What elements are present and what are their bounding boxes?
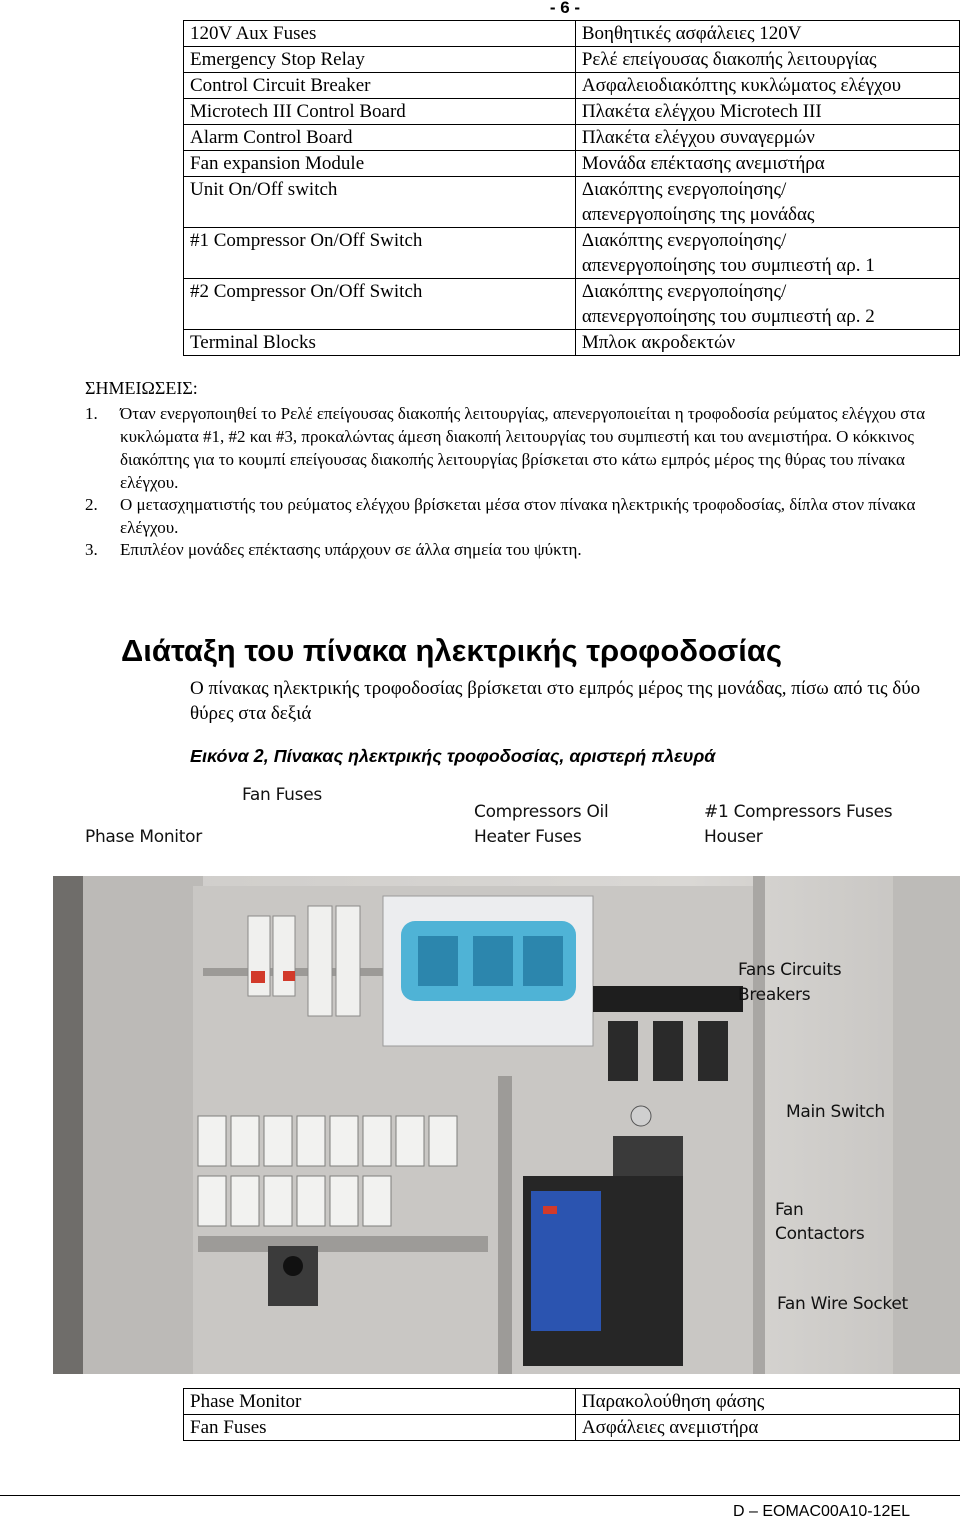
- terms-table-top: [183, 20, 960, 356]
- term-greek: [575, 330, 959, 356]
- label-breakers: Breakers: [738, 985, 811, 1005]
- terms-table-bottom: [183, 1388, 960, 1441]
- table-row: [184, 228, 960, 279]
- term-greek-line: απενεργοποίησης του συμπιεστή αρ. 1: [581, 255, 875, 276]
- term-greek: [575, 177, 959, 228]
- label-phase-monitor: Phase Monitor: [85, 827, 202, 847]
- table-row: [184, 330, 960, 356]
- label-heater-fuses: Heater Fuses: [474, 827, 582, 847]
- term-greek-line: Βοηθητικές ασφάλειες 120V: [581, 23, 802, 44]
- term-greek: [575, 125, 959, 151]
- term-english: Phase Monitor: [184, 1389, 576, 1415]
- note-number: 2.: [85, 495, 98, 514]
- term-greek: [575, 228, 959, 279]
- footer-doc-code: D – EOMAC00A10-12EL: [733, 1503, 910, 1520]
- table-row: [184, 125, 960, 151]
- term-greek: [575, 1389, 959, 1415]
- label-fan-wire-socket: Fan Wire Socket: [777, 1294, 908, 1314]
- table-row: [184, 151, 960, 177]
- table-row: [184, 47, 960, 73]
- term-english: Unit On/Off switch: [184, 177, 576, 228]
- term-greek: [575, 279, 959, 330]
- note-3: [85, 538, 945, 561]
- term-greek: [575, 47, 959, 73]
- term-greek-line: Διακόπτης ενεργοποίησης/: [581, 230, 787, 251]
- label-fans-circuits: Fans Circuits: [738, 960, 842, 980]
- electrical-panel-photo: [53, 876, 960, 1374]
- term-english: Fan expansion Module: [184, 151, 576, 177]
- term-greek-line: Παρακολούθηση φάσης: [581, 1391, 765, 1412]
- note-text: Όταν ενεργοποιηθεί το Ρελέ επείγουσας διακοπής λειτουργίας, απενεργοποιείται η τροφοδοσία ρεύματος ελέγχου στα κυκλώματα #1, #2 και #3, προκαλώντας άμεση διακοπή λειτουργίας του συμπιεστή και του ανεμιστήρα. Ο κόκκινος διακόπτης για το κουμπί επείγουσας διακοπής λειτουργίας βρίσκεται στο κάτω εμπρός μέρος της θύρας του πίνακα ελέγχου.: [120, 404, 926, 492]
- note-text: Ο μετασχηματιστής του ρεύματος ελέγχου βρίσκεται μέσα στον πίνακα ηλεκτρικής τροφοδοσίας, δίπλα στον πίνακα ελέγχου.: [120, 495, 916, 537]
- table-row: [184, 1389, 960, 1415]
- note-number: 3.: [85, 540, 98, 559]
- term-english: Microtech III Control Board: [184, 99, 576, 125]
- term-greek-line: απενεργοποίησης του συμπιεστή αρ. 2: [581, 306, 875, 327]
- term-greek-line: Πλακέτα ελέγχου Microtech III: [581, 101, 822, 122]
- term-greek-line: Πλακέτα ελέγχου συναγερμών: [581, 127, 815, 148]
- term-english: 120V Aux Fuses: [184, 21, 576, 47]
- term-greek-line: Μονάδα επέκτασης ανεμιστήρα: [581, 153, 825, 174]
- label-houser: Houser: [704, 827, 763, 847]
- section-title: Διάταξη του πίνακα ηλεκτρικής τροφοδοσίας: [121, 633, 783, 668]
- term-english: Alarm Control Board: [184, 125, 576, 151]
- label-fan-fuses: Fan Fuses: [242, 785, 322, 805]
- table-row: [184, 279, 960, 330]
- note-number: 1.: [85, 404, 98, 423]
- label-compressors-oil: Compressors Oil: [474, 802, 609, 822]
- note-2: [85, 493, 945, 539]
- term-english: #1 Compressor On/Off Switch: [184, 228, 576, 279]
- term-greek: [575, 21, 959, 47]
- section-paragraph: Ο πίνακας ηλεκτρικής τροφοδοσίας βρίσκεται στο εμπρός μέρος της μονάδας, πίσω από τις δύο θύρες στα δεξιά: [190, 678, 921, 724]
- label-contactors: Contactors: [775, 1224, 865, 1244]
- table-row: [184, 21, 960, 47]
- label-main-switch: Main Switch: [786, 1102, 885, 1122]
- term-greek-line: Μπλοκ ακροδεκτών: [581, 332, 736, 353]
- term-greek-line: απενεργοποίησης της μονάδας: [581, 204, 815, 225]
- footer-rule: [0, 1495, 960, 1496]
- term-greek-line: Ρελέ επείγουσας διακοπής λειτουργίας: [581, 49, 877, 70]
- label-compressor1-fuses: #1 Compressors Fuses: [704, 802, 893, 822]
- term-english: Terminal Blocks: [184, 330, 576, 356]
- note-1: [85, 402, 945, 494]
- term-english: Fan Fuses: [184, 1415, 576, 1441]
- term-english: Control Circuit Breaker: [184, 73, 576, 99]
- label-fan: Fan: [775, 1200, 804, 1220]
- table-row: [184, 177, 960, 228]
- figure-caption: Εικόνα 2, Πίνακας ηλεκτρικής τροφοδοσίας, αριστερή πλευρά: [190, 746, 716, 766]
- term-greek: [575, 73, 959, 99]
- note-text: Επιπλέον μονάδες επέκτασης υπάρχουν σε άλλα σημεία του ψύκτη.: [120, 540, 582, 559]
- notes-title: ΣΗΜΕΙΩΣΕΙΣ:: [85, 378, 198, 398]
- table-row: [184, 1415, 960, 1441]
- term-english: #2 Compressor On/Off Switch: [184, 279, 576, 330]
- term-greek: [575, 1415, 959, 1441]
- term-greek-line: Διακόπτης ενεργοποίησης/: [581, 281, 787, 302]
- page-number: - 6 -: [549, 0, 581, 17]
- term-greek: [575, 99, 959, 125]
- term-greek-line: Διακόπτης ενεργοποίησης/: [581, 179, 787, 200]
- term-english: Emergency Stop Relay: [184, 47, 576, 73]
- table-row: [184, 99, 960, 125]
- term-greek: [575, 151, 959, 177]
- term-greek-line: Ασφάλειες ανεμιστήρα: [581, 1417, 759, 1438]
- table-row: [184, 73, 960, 99]
- term-greek-line: Ασφαλειοδιακόπτης κυκλώματος ελέγχου: [581, 75, 901, 96]
